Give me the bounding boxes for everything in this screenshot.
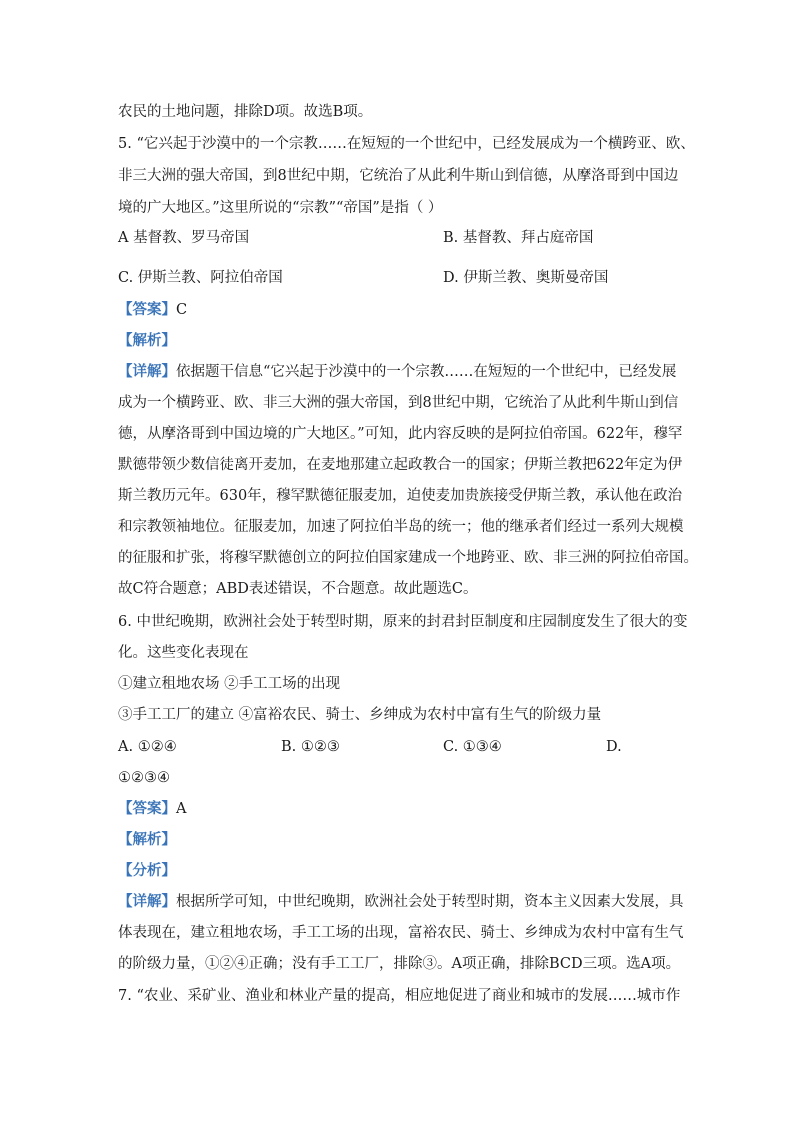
option-c: C. ①③④ [443,739,502,755]
question-5-line: 境的广大地区。”这里所说的“宗教”“帝国”是指（ ） [118,200,443,216]
question-6-line: ①建立租地农场 ②手工工场的出现 [118,676,341,692]
option-b: B. ①②③ [281,739,340,755]
explanation-line: 体表现在，建立租地农场，手工工场的出现，富裕农民、骑士、乡绅成为农村中富有生气 [118,925,684,941]
explanation-line: 故C符合题意；ABD表述错误，不合题意。故此题选C。 [118,581,478,597]
explanation-line: 德，从摩洛哥到中国边境的广大地区。”可知，此内容反映的是阿拉伯帝国。622年，穆罕 [118,426,683,442]
question-7-line: 7. “农业、采矿业、渔业和林业产量的提高，相应地促进了商业和城市的发展……城市作 [118,988,681,1004]
analysis-tag-line [118,830,176,850]
fenxi-tag: 【分析】 [118,862,176,879]
explanation-line: 斯兰教历元年。630年，穆罕默德征服麦加，迫使麦加贵族接受伊斯兰教，承认他在政治 [118,488,683,504]
explanation-text: 依据题干信息“它兴起于沙漠中的一个宗教……在短短的一个世纪中，已经发展 [176,364,677,380]
option-d: D. 伊斯兰教、奥斯曼帝国 [443,270,609,286]
analysis-tag: 【解析】 [118,831,176,848]
explanation-line: 的征服和扩张，将穆罕默德创立的阿拉伯国家建成一个地跨亚、欧、非三洲的阿拉伯帝国。 [118,550,698,566]
answer-line [118,300,187,320]
option-a: A. ①②④ [118,739,177,755]
analysis-tag-line [118,331,176,351]
explanation-line [118,892,684,912]
answer-value: A [176,801,187,817]
answer-tag: 【答案】 [118,301,176,318]
explanation-line [118,362,676,382]
question-6-line: 6. 中世纪晚期，欧洲社会处于转型时期，原来的封君封臣制度和庄园制度发生了很大的变 [118,614,688,630]
question-5-line: 5. “它兴起于沙漠中的一个宗教……在短短的一个世纪中，已经发展成为一个横跨亚、欧、 [118,136,695,152]
option-d-continued: ①②③④ [118,770,170,786]
analysis-tag: 【解析】 [118,332,176,349]
analysis-tag-line [118,861,176,881]
option-b: B. 基督教、拜占庭帝国 [443,230,594,246]
question-6-line: ③手工工厂的建立 ④富裕农民、骑士、乡绅成为农村中富有生气的阶级力量 [118,707,602,723]
answer-tag: 【答案】 [118,800,176,817]
answer-line [118,799,186,819]
answer-value: C [176,302,188,318]
detail-tag: 【详解】 [118,363,176,380]
option-c: C. 伊斯兰教、阿拉伯帝国 [118,270,283,286]
explanation-text: 根据所学可知，中世纪晚期，欧洲社会处于转型时期，资本主义因素大发展，具 [176,894,684,910]
explanation-line: 默德带领少数信徒离开麦加，在麦地那建立起政教合一的国家；伊斯兰教把622年定为伊 [118,457,683,473]
question-6-line: 化。这些变化表现在 [118,645,249,661]
detail-tag: 【详解】 [118,893,176,910]
explanation-line: 的阶级力量，①②④正确；没有手工工厂，排除③。A项正确，排除BCD三项。选A项。 [118,956,681,972]
explanation-line: 成为一个横跨亚、欧、非三大洲的强大帝国，到8世纪中期，它统治了从此利牛斯山到信 [118,395,679,411]
option-a: A 基督教、罗马帝国 [118,230,250,246]
question-5-line: 非三大洲的强大帝国，到8世纪中期，它统治了从此利牛斯山到信德，从摩洛哥到中国边 [118,168,679,184]
text-line: 农民的土地问题，排除D项。故选B项。 [118,104,373,120]
option-d: D. [606,739,622,755]
explanation-line: 和宗教领袖地位。征服麦加，加速了阿拉伯半岛的统一；他的继承者们经过一系列大规模 [118,519,684,535]
